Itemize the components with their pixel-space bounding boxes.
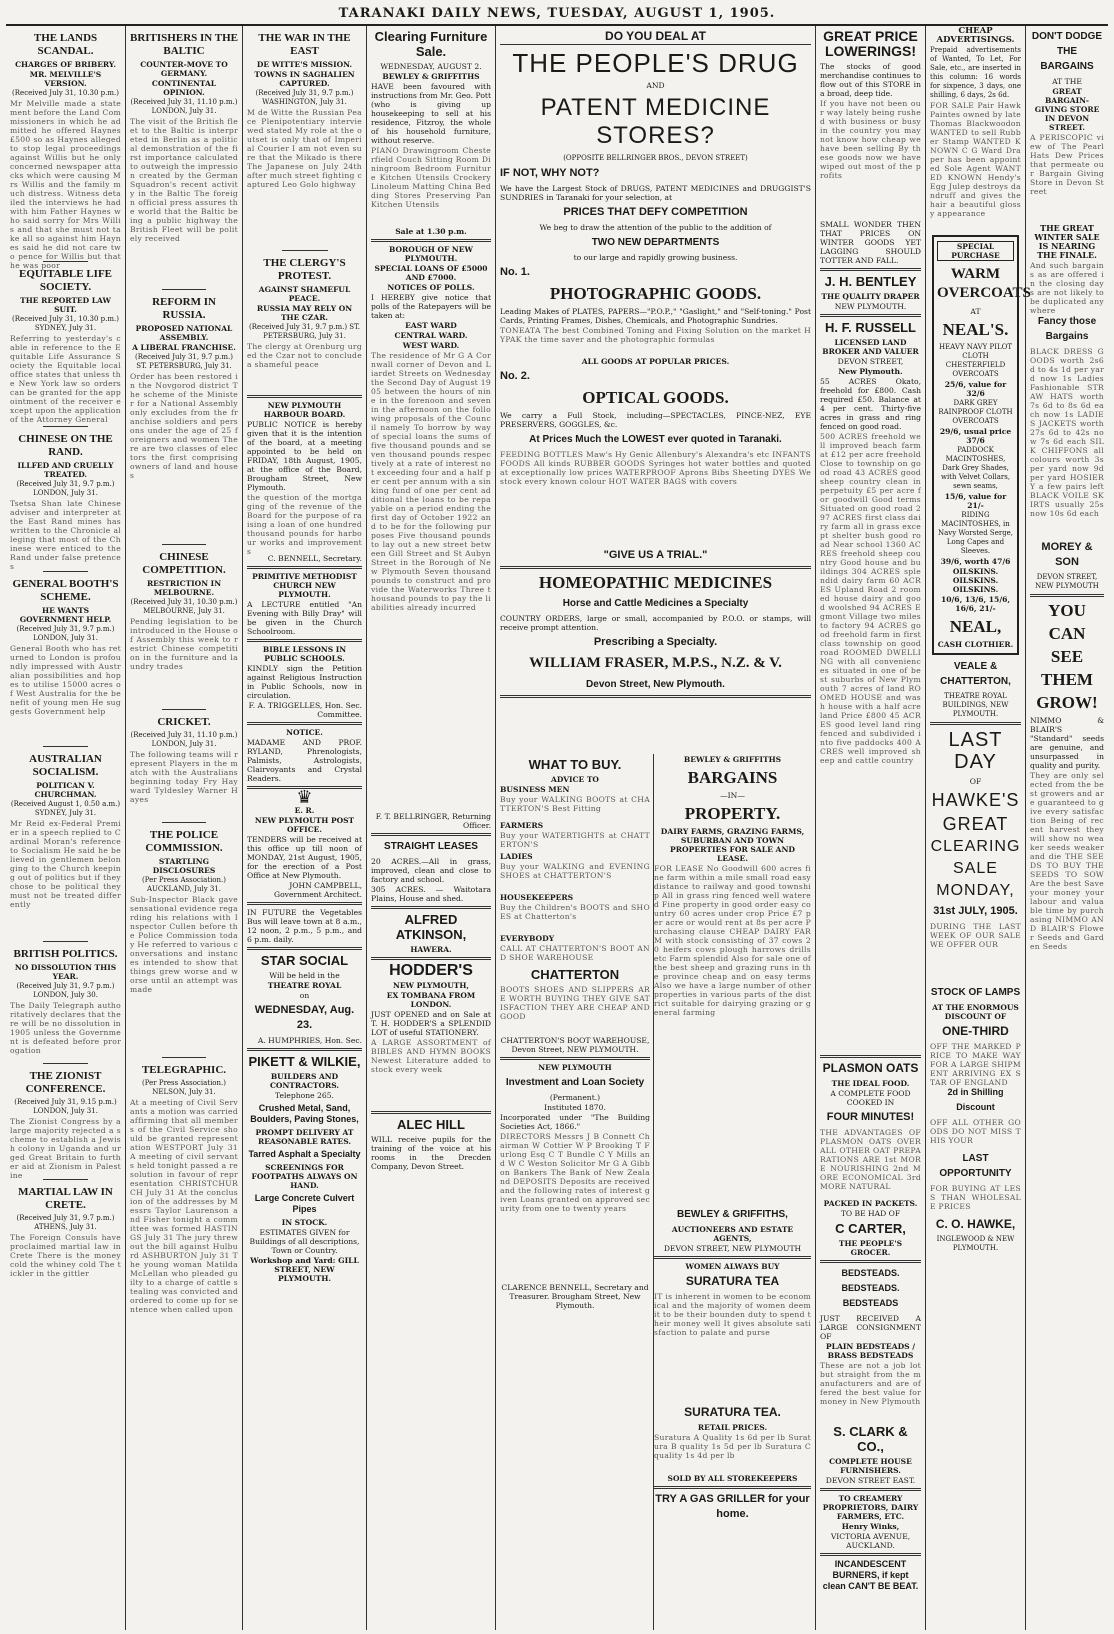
ad-hawke-addr: INGLEWOOD & NEW PLYMOUTH. [936, 1235, 1015, 1252]
dateline: (Per Press Association.) NELSON, July 31. [142, 1079, 226, 1096]
subcolumn-bargains [654, 754, 811, 1630]
ad-text: CALL AT CHATTERTON'S BOOT AND SHOE WAREHOUSE [500, 944, 650, 962]
ad-text: BLACK DRESS GOODS worth 2s6d to 4s 1d per yard now 1s Ladies Fashionable STRAW HATS worth 7s 6d to 8s 6d each now 1s LADIES JACKETS worth 27s 6d to 42s now 7s 6d each SILK CHIFFONS all colours worth 3s per yard now 9d per yard HOSIERY a few pairs left BLACK VOILE SKIRTS usually 25s now 10s 6d each [1030, 347, 1104, 518]
ad-overcoat-3-price: 15/6, value for 21/- [944, 492, 1007, 510]
subhead: CHARGES OF BRIBERY. [15, 60, 116, 69]
ad-overcoat-1: HEAVY NAVY PILOT CLOTH CHESTERFIELD OVERCOATS [938, 343, 1013, 378]
ad-gas-griller: TRY A GAS GRILLER for your home. [655, 1493, 810, 1520]
ad-cheap-advertisings-text: Prepaid advertisements of Wanted, To Let, For Sale, etc., are inserted in this column: 16 words for sixpence, 3 days, one shilling, 6 days, 2s 6d. [930, 46, 1021, 99]
ad-straight-leases: STRAIGHT LEASES [384, 841, 478, 852]
ad-them: THEM [1041, 670, 1093, 689]
ad-borough-sub2: NOTICES OF POLLS. [387, 283, 475, 292]
ad-lamps: STOCK OF LAMPS [930, 987, 1021, 998]
ad-neal: NEAL, [949, 617, 1002, 636]
ad-great-price-text2: SMALL WONDER THEN THAT PRICES ON WINTER GOODS YET LAGGING SHOULD TOTTER AND FALL. [820, 220, 921, 265]
ad-in: —IN— [720, 791, 745, 800]
ad-plasmon: PLASMON OATS [822, 1061, 919, 1075]
ad-plasmon-sub: THE IDEAL FOOD. [831, 1079, 910, 1088]
ad-overcoat-1-price: 25/6, value for 32/6 [944, 380, 1007, 398]
ad-bargains: BARGAINS [687, 768, 778, 787]
ad-notice-title: NOTICE. [286, 728, 323, 737]
ad-hodders: HODDER'S [389, 962, 473, 979]
ad-text: If you have not been our way lately being rushed with business or busy in the country you may not know how cheap we have been selling By these goods now we have wiped out most of the profits [820, 99, 921, 180]
ad-sold-by: SOLD BY ALL STOREKEEPERS [667, 1474, 798, 1483]
ad-optical: OPTICAL GOODS. [582, 388, 729, 407]
ad-text: Buy the Children's BOOTS and SHOES at Chatterton's [500, 903, 650, 921]
subhead: TOWNS IN SAGHALIEN CAPTURED. [254, 70, 355, 88]
column-4 [367, 26, 496, 1630]
headline-cricket: CRICKET. [157, 716, 211, 728]
ad-everybody: EVERYBODY [500, 934, 555, 943]
ad-text: Suratura A Quality 1s 6d per lb Suratura B quality 1s 5d per lb Suratura C quality 1s 4d per lb [654, 1433, 811, 1460]
ad-women-always: WOMEN ALWAYS BUY [685, 1262, 780, 1271]
ad-prescribing: Prescribing a Specialty. [593, 636, 718, 648]
ad-hodders-text: JUST OPENED and on Sale at T. H. HODDER'S a SPLENDID LOT of useful STATIONERY. [371, 1010, 491, 1037]
ad-investment-sub: (Permanent.) [549, 1093, 601, 1102]
ad-text: DURING THE LAST WEEK OF OUR SALE WE OFFER OUR [930, 922, 1021, 949]
article-text: The visit of the British fleet to the Baltic is interpreted in Berlin as a political demonstration of the first importance calculated to outweigh the impression created by the German Squadron's recent activity in the Baltic The foreign official press assures the world that the Baltic being a public highway the British Fleet will be politely received [130, 117, 238, 243]
column-2 [126, 26, 243, 1630]
ad-investment-text: Incorporated under "The Building Societies Act, 1866." [500, 1113, 650, 1131]
article-text: Pending legislation to be introduced in the House of Assembly this week to restrict Chinese competition in the furniture and laundry trades [130, 617, 238, 671]
ad-photographic-text: Leading Makes of PLATES, PAPERS—"P.O.P.," "Gaslight," and "Self-toning." Post Cards, Printing Frames, Dishes, Chemicals, and Photographic Sundries. [500, 307, 811, 325]
ad-tarred-asphalt-sub: SCREENINGS FOR FOOTPATHS ALWAYS ON HAND. [251, 1163, 358, 1190]
ad-william-fraser: WILLIAM FRASER, M.P.S., N.Z. & V. [529, 655, 782, 671]
ad-see: SEE [1050, 647, 1084, 666]
ad-bg-foot-addr: DEVON STREET, NEW PLYMOUTH [663, 1244, 802, 1253]
ad-borough-ward: EAST WARD [405, 321, 457, 330]
ad-borough-title: BOROUGH OF NEW PLYMOUTH. [389, 245, 473, 263]
ad-give-trial: "GIVE US A TRIAL." [603, 549, 708, 561]
subhead: HE WANTS GOVERNMENT HELP. [19, 606, 112, 624]
headline-reform-russia: REFORM IN RUSSIA. [152, 296, 216, 321]
ad-grow: GROW! [1036, 693, 1098, 712]
ad-peoples-drug: THE PEOPLE'S DRUG [512, 48, 799, 78]
headline-clergy-protest: THE CLERGY'S PROTEST. [263, 257, 346, 282]
dateline: (Received August 1, 0.50 a.m.) SYDNEY, July 31. [10, 800, 121, 817]
dateline: (Received July 31, 11.10 p.m.) LONDON, July 31. [130, 731, 238, 748]
ad-text: They are only selected from the best growers and are guaranteed to give every satisfaction Being of recent harvest they will show no weaker seeds weaker and die THE SEEDS TO BUY THE SEEDS TO SOW Are the best Save your money your labour and valuable time by purchasing NIMMO AND BLAIR'S Flower Seeds and Garden Seeds [1030, 771, 1104, 951]
ad-text: PIANO Drawingroom Chesterfield Couch Sitting Room Diningroom Bedroom Furniture Kitchen Utensils Crockery Linoleum Matting China Bedding Stores Preserving Pan Kitchen Utensils [371, 146, 491, 209]
dateline: (Per Press Association.) AUCKLAND, July 31. [142, 876, 226, 893]
ad-bible-lessons-text: KINDLY sign the Petition against Religious Instruction in Public Schools, now in circulation. [247, 664, 362, 700]
ad-pikett-wilkie-sub: BUILDERS AND CONTRACTORS. [269, 1072, 340, 1090]
ad-drug-text: We have the Largest Stock of DRUGS, PATENT MEDICINES and DRUGGIST'S SUNDRIES in Taranaki for your selection, at [500, 184, 811, 202]
ad-date: 31st JULY, 1905. [933, 905, 1018, 917]
subhead: A LIBERAL FRANCHISE. [132, 343, 236, 352]
dateline: (Received July 31, 9.7 p.m.) LONDON, July 31. [16, 480, 115, 497]
article-text: The following teams will represent Players in the match with the Australians beginning today Fry Hayward Tyldesley Warner Hayes [130, 750, 238, 804]
ad-great: GREAT [942, 814, 1009, 834]
ad-bentley: J. H. BENTLEY [824, 274, 917, 289]
ad-bentley-sub: THE QUALITY DRAPER [821, 292, 920, 301]
ad-text: FOR LEASE No Goodwill 600 acres fine farm within a mile small road easy distance to railway and good township All in grass ring fenced well watered Fine property in good order easy country 60 acres under crop Price £7 per acre or would rent at 8s per acre Purchasing clause CHEAP DAIRY FARM with stock consisting of 37 cows 20 heifers cows plough harrows drills etc Farm splendid Also for sale one of the best sheep and grazing runs in the province cheap and on easy terms Also we have a large number of other properties in various parts of the district suitable for dairying grazing or general farming [654, 864, 812, 1017]
headline-britishers-baltic: BRITISHERS IN THE BALTIC [130, 32, 239, 57]
ad-seeds-text: NIMMO & BLAIR'S "Standard" seeds are genuine, and unsurpassed in quality and purity. [1030, 716, 1104, 770]
ad-text: the question of the mortgaging of the revenue of the Board for the purpose of raising a loan of one hundred thousand pounds for harbour works and improvements [247, 493, 362, 556]
ad-two-departments: TWO NEW DEPARTMENTS [591, 237, 720, 248]
ad-investment-loan: Investment and Loan Society [505, 1077, 645, 1088]
headline-chinese-rand: CHINESE ON THE RAND. [18, 433, 113, 458]
column-8 [1026, 26, 1108, 1630]
ad-russell-sub: LICENSED LAND BROKER AND VALUER [822, 338, 919, 356]
dateline: (Received July 31, 9.7 p.m.) LONDON, July 30. [16, 982, 115, 999]
ad-furniture-sale-firm: BEWLEY & GRIFFITHS [382, 72, 480, 81]
article-text: The Zionist Congress by a large majority rejected a scheme to establish a Jewish colony in Uganda and urged Great Britain to further aid at Zionism in Palestine [10, 1117, 121, 1180]
ad-star-social-title: STAR SOCIAL [260, 953, 349, 968]
ad-winter-sale: THE GREAT WINTER SALE IS NEARING THE FINALE. [1034, 223, 1100, 260]
ad-homeopathic-sub: Horse and Cattle Medicines a Specialty [562, 598, 749, 609]
ad-special-purchase: SPECIAL PURCHASE [937, 241, 1014, 261]
ad-furniture-sale-date: WEDNESDAY, AUGUST 2. [380, 62, 482, 71]
ad-bentley-addr: NEW PLYMOUTH. [834, 302, 907, 311]
ad-harbour-board-text: PUBLIC NOTICE is hereby given that it is the intention of the board, at a meeting appointed to be held on FRIDAY, 18th August, 1905, at the office of the Board, Brougham Street, New Plymouth. [247, 420, 362, 492]
ad-carter-sub: THE PEOPLE'S GROCER. [838, 1239, 903, 1257]
ad-alec-hill: ALEC HILL [397, 1117, 465, 1132]
ad-furniture-sale-title: Clearing Furniture Sale. [374, 29, 488, 59]
ad-you: YOU [1048, 601, 1086, 620]
ad-text: OFF ALL OTHER GOODS DO NOT MISS THIS YOUR [930, 1118, 1021, 1145]
ad-homeopathic: HOMEOPATHIC MEDICINES [538, 573, 773, 592]
article-text: Order has been restored in the Novgorod district The scheme of the Minister for a National Assembly only excludes from the franchise soldiers and persons under the age of 25 foreigners and women There are two classes of electors the first comprising owners of land and houses [130, 372, 238, 480]
ad-russell-addr: DEVON STREET, [837, 357, 904, 366]
article-text: General Booth who has returned to London is profoundly impressed with Australian possibilities and hopes to utilise 15000 acres of West Australia for the benefit of young men He suggests Government help [10, 644, 121, 716]
ad-furniture-sale-text: HAVE been favoured with instructions from Mr. Geo. Pott (who is giving up housekeeping to sell at his residence, Fitzroy, the whole of his household furniture, without reserve. [371, 82, 491, 145]
ad-pikett-wilkie-tel: Telephone 265. [275, 1091, 334, 1100]
ad-furniture-sale-time: Sale at 1.30 p.m. [395, 227, 467, 236]
column-1 [6, 26, 126, 1630]
ad-investment-sign: CLARENCE BENNELL, Secretary and Treasurer. Brougham Street, New Plymouth. [501, 1283, 649, 1310]
ad-morey: MOREY & SON [1041, 541, 1093, 568]
dateline: (Received July 31, 9.7 p.m.) LONDON, July 31. [16, 625, 115, 642]
ad-text: DIRECTORS Messrs J B Connett Chairman W Cottier W P Brooking T Furlong Esq C T Bundle C Y Mills and W C Weston Solicitor Mr G A Gibbon Bankers The Bank of New Zealand DEPOSITS Deposits are received and the following rates of interest given Loans granted on approved security from one to twenty years [500, 1132, 650, 1213]
article-text: Sub-Inspector Black gave sensational evidence regarding his relations with Inspector Cullen before the Police Commission today He referred to various conversations and instances intended to show that things grew worse and worse until an attempt was made [130, 895, 238, 994]
ad-borough-sub: SPECIAL LOANS OF £5000 AND £7000. [374, 264, 488, 282]
ad-retail-prices: RETAIL PRICES. [697, 1423, 768, 1432]
article-text: At a meeting of Civil Servants a motion was carried affirming that all members of the Civil Service should be granted representation WESTPORT July 31 A meeting of civil servants held tonight passed a resolution in favour of representation CHRISTCHURCH July 31 At the conclusion of the addresses by Messrs Taylor Laurenson and Fisher tonight a committee was formed HASTINGS July 31 The jury threw out the bill against Hulburd ASHBURTON July 31 The young woman Matilda McLellan who pleaded guilty to a charge of cattle stealing was convicted and ordered to come up for sentence when called upon [130, 1098, 238, 1314]
ad-optical-text: We carry a Full Stock, including—SPECTACLES, PINCE-NEZ, EYE PRESERVERS, GOGGLES, &c. [500, 411, 811, 429]
subhead: PROPOSED NATIONAL ASSEMBLY. [135, 324, 233, 342]
article-text: M de Witte the Russian Peace Plenipotentiary interviewed stated My role at the outset is only that of Imperial Courier I am not even sure that the Mikado is there The Japanese on July 24th after much street fighting captured Leo Golo highway [247, 108, 362, 189]
ad-last-opportunity: LAST OPPORTUNITY [939, 1153, 1012, 1179]
subhead: THE REPORTED LAW SUIT. [20, 296, 111, 314]
ad-dont-dodge-store: GREAT BARGAIN-GIVING STORE IN DEVON STREET. [1034, 87, 1100, 132]
ad-last-day: LAST DAY [948, 729, 1003, 773]
ad-fraser-address: Devon Street, New Plymouth. [586, 679, 725, 690]
ad-great-price: GREAT PRICE LOWERINGS! [823, 28, 918, 59]
ad-sale: SALE [953, 860, 998, 877]
ad-text: FOR SALE Pair Hawk Paintes owned by late Thomas Blackwoodon WANTED to sell Rubber Stamp WANTED KNOWN C G Ward Draper has been appointed Sole Agent WANTED KNOWN Hendy's Egg Julep destroys dandruff and gives the hair a beautiful glossy appearance [930, 101, 1021, 218]
ad-clark: S. CLARK & CO., [833, 1424, 908, 1454]
ad-star-social-line: THEATRE ROYAL [267, 981, 342, 990]
ad-neal-sub: CASH CLOTHIER. [937, 640, 1014, 649]
ad-bg-foot: BEWLEY & GRIFFITHS, [677, 1209, 788, 1220]
ad-warm-overcoats: WARM OVERCOATS [937, 266, 1031, 301]
ad-overcoat-3: PADDOCK MACINTOSHES, Dark Grey Shades, with Velvet Collars, sewn seams, [940, 446, 1011, 490]
ad-crushed-metal-sub: PROMPT DELIVERY AT REASONABLE RATES. [255, 1128, 354, 1146]
ad-hodders-sub2: EX TOMBANA FROM LONDON. [386, 991, 476, 1009]
article-text: Mr Melville made a statement before the Land Commissioners in which he admitted he offered Haynes £500 so as Haynes alleged to stop legal proceedings against Willis but he only concerned newspaper attacks which were causing Mrs Willis and the family much distress. Witness detailed the interviews he had with him Father Haynes who said sorry for Mrs Willis and that she must not take all so against him Haynes said he did not care two pence for Willis but that he was poor [10, 99, 121, 270]
headline-telegraphic: TELEGRAPHIC. [141, 1064, 227, 1076]
ad-post-office-sign: JOHN CAMPBELL, Government Architect. [274, 881, 362, 899]
ad-new-plymouth: NEW PLYMOUTH [538, 1063, 612, 1072]
ad-tarred-asphalt: Tarred Asphalt a Specialty [248, 1149, 361, 1159]
subhead: DE WITTE'S MISSION. [256, 60, 353, 69]
subhead: MR. MELVILLE'S VERSION. [29, 70, 102, 88]
ad-bible-lessons-title: BIBLE LESSONS IN PUBLIC SCHOOLS. [262, 645, 347, 663]
ad-business-men: BUSINESS MEN [500, 785, 570, 794]
ad-star-social-line: on [299, 991, 310, 1000]
ad-can: CAN [1048, 624, 1086, 643]
ad-borough-ward: WEST WARD. [402, 341, 460, 350]
dateline: (Received July 31, 9.7 p.m.) WASHINGTON, July 31. [255, 89, 354, 106]
ad-text: Buy your WALKING and EVENING SHOES at CHATTERTON'S [500, 862, 650, 880]
ad-clark-sub: COMPLETE HOUSE FURNISHERS. [829, 1457, 912, 1475]
right-columns [816, 26, 1108, 1630]
ad-if-not: IF NOT, WHY NOT? [500, 167, 600, 179]
ad-overcoat-2: DARK GREY RAINPROOF CLOTH OVERCOATS [938, 399, 1013, 425]
ad-morey-addr: DEVON STREET, NEW PLYMOUTH [1035, 573, 1099, 590]
subhead: POLITICAN V. CHURCHMAN. [34, 781, 97, 799]
subhead: RESTRICTION IN MELBOURNE. [146, 579, 222, 597]
article-text: The Daily Telegraph authoritatively declares that there will be no dissolution in 1905 unless the Government is defeated before prorogation [10, 1001, 121, 1055]
dateline: (Received July 31, 10.30 p.m.) MELBOURNE, July 31. [130, 598, 238, 615]
ad-one-third: ONE-THIRD [942, 1024, 1009, 1038]
ad-fancy-bargains: Fancy those Bargains [1037, 316, 1097, 342]
ad-clark-addr: DEVON STREET EAST. [825, 1476, 916, 1485]
ad-drug-growing: to our large and rapidly growing business. [573, 253, 738, 262]
ad-harbour-board-sign: C. BENNELL, Secretary. [267, 554, 362, 563]
column-3 [243, 26, 367, 1630]
ad-patent-medicine: PATENT MEDICINE STORES? [540, 94, 771, 149]
ad-dont-dodge: DON'T DODGE THE BARGAINS [1031, 31, 1103, 72]
ad-carter: C CARTER, [835, 1221, 906, 1236]
ad-winks: Henry Winks, [841, 1522, 900, 1531]
headline-police-commission: THE POLICE COMMISSION. [145, 829, 223, 854]
ad-plasmon-text: A COMPLETE FOOD COOKED IN [830, 1089, 911, 1107]
ad-no-1: No. 1. [500, 266, 530, 278]
ad-post-office-title: NEW PLYMOUTH POST OFFICE. [254, 816, 355, 834]
column-6 [816, 26, 926, 1630]
ad-do-you-deal: DO YOU DEAL AT [500, 29, 811, 45]
ad-text: A PERISCOPIC view of The Pearl Hats Dew Prices that permeate our Bargain Giving Store in Devon Street [1030, 133, 1104, 196]
ad-methodist-title: PRIMITIVE METHODIST CHURCH NEW PLYMOUTH. [252, 572, 357, 599]
column-7 [926, 26, 1031, 1630]
ad-dairy: TO CREAMERY PROPRIETORS, DAIRY FARMERS, ETC. [822, 1494, 919, 1521]
ad-text: 500 ACRES freehold well improved beach farm at £12 per acre freehold Close to township on good road 43 ACRES good sheep country clean in perpetuity £5 per acre for goodwill Good terms Situated on good road 297 ACRES first class dairy farm all in grass except shelter bush good road Near school 1360 ACRES freehold sheep country Good house and buildings 304 ACRES splendid dairy farm 60 ACRES Upland Road 2 roomed house dairy and good woolshed 94 ACRES Egmont Village two miles to factory 94 ACRES good freehold farm in first class township on good road ROOMED DWELLING with all conveniences situated in one of best suburbs of New Plymouth 7 acres of land ROOMED HOUSE and wash house with a half acre land Price £800 45 ACRES good level land ring fenced and subdivided into five paddocks 400 ACRES well improved sheep and cattle country [820, 432, 921, 765]
ad-neals-at: AT [970, 307, 981, 316]
dateline: (Received July 31, 9.7 p.m.) ST. PETERSBURG, July 31. [135, 353, 233, 370]
ad-neals: NEAL'S. [942, 320, 1009, 339]
headline-war-east: THE WAR IN THE EAST [258, 32, 351, 57]
ad-suratura-tea: SURATURA TEA [685, 1274, 780, 1288]
column-5 [496, 26, 816, 1630]
subcolumn-what-to-buy [500, 754, 654, 1630]
ad-borough-text: I HEREBY give notice that polls of the Ratepayers will be taken at: [371, 293, 491, 320]
ad-estimates: ESTIMATES GIVEN for Buildings of all descriptions, Town or Country. [249, 1228, 360, 1255]
ad-text: IT is inherent in women to be economical and the majority of women deem it to be their bounden duty to spend their money well It gives absolute satisfaction to palate and purse [654, 1292, 811, 1337]
ad-post-office-crest: E. R. [294, 806, 315, 815]
dateline: (Received July 31, 9.15 p.m.) LONDON, July 31. [14, 1098, 117, 1115]
headline-martial-law-crete: MARTIAL LAW IN CRETE. [18, 1186, 113, 1211]
ad-russell-addr2: New Plymouth. [838, 367, 903, 376]
ad-text: Buy your WALKING BOOTS at CHATTERTON'S Best Fitting [500, 795, 650, 813]
ad-bible-lessons-sign: F. A. TRIGGELLES, Hon. Sec. Committee. [248, 701, 362, 719]
headline-australian-socialism: AUSTRALIAN SOCIALISM. [29, 753, 102, 778]
ad-ladies: LADIES [500, 852, 533, 861]
ad-bus-text: IN FUTURE the Vegetables Bus will leave town at 8 a.m., 12 noon, 2 p.m., 5 p.m., and 6 p.m. daily. [247, 908, 362, 944]
masthead: TARANAKI DAILY NEWS, TUESDAY, AUGUST 1, 1905. [6, 2, 1108, 26]
ad-optical-low: At Prices Much the LOWEST ever quoted in Taranaki. [529, 434, 782, 445]
ad-bg-foot-sub: AUCTIONEERS AND ESTATE AGENTS, [671, 1225, 794, 1243]
dateline: (Received July 31, 9.7 p.m.) ST. PETERSBURG, July 31. [249, 323, 360, 340]
ad-bedsteads-text: JUST RECEIVED A LARGE CONSIGNMENT OF [820, 1314, 921, 1341]
subhead: RUSSIA MAY RELY ON THE CZAR. [256, 304, 353, 322]
subhead: NO DISSOLUTION THIS YEAR. [14, 963, 117, 981]
ad-great-price-text: The stocks of good merchandise continues to flow out of this STORE in a broad, deep tide. [820, 62, 921, 98]
ad-photographic: PHOTOGRAPHIC GOODS. [549, 284, 762, 303]
ad-text: And such bargains as are offered in the closing days are not likely to be duplicated anywhere [1030, 261, 1104, 315]
article-text: The clergy at Orenburg urged the Czar not to conclude a shameful peace [247, 342, 362, 369]
ad-star-social-date: WEDNESDAY, Aug. 23. [254, 1004, 355, 1031]
subhead: STARTLING DISCLOSURES [152, 857, 216, 875]
ad-investment-est: Instituted 1870. [544, 1103, 606, 1112]
headline-equitable-life: EQUITABLE LIFE SOCIETY. [18, 268, 113, 293]
ad-star-social-sign: A. HUMPHRIES, Hon. Sec. [257, 1036, 362, 1045]
royal-crest-icon: ♛ [296, 787, 313, 808]
ad-bedsteads-list: PLAIN BEDSTEADS / BRASS BEDSTEADS [825, 1342, 916, 1360]
ad-prices-defy: PRICES THAT DEFY COMPETITION [563, 206, 748, 218]
headline-lands-scandal: THE LANDS SCANDAL. [33, 32, 98, 57]
ad-monday: MONDAY, [936, 882, 1015, 899]
ad-photographic-foot: ALL GOODS AT POPULAR PRICES. [581, 357, 730, 366]
ad-veale-sub: THEATRE ROYAL BUILDINGS, NEW PLYMOUTH. [942, 692, 1009, 718]
ad-and: AND [646, 81, 665, 90]
ad-shilling-discount: 2d in Shilling Discount [947, 1087, 1004, 1112]
ad-alec-hill-text: WILL receive pupils for the training of the voice at his rooms in the Drecden Company, Devon Street. [371, 1135, 491, 1171]
ad-no-2: No. 2. [500, 370, 530, 382]
ad-culvert-pipes: Large Concrete Culvert Pipes [254, 1193, 355, 1214]
ad-lamps-sub: AT THE ENORMOUS DISCOUNT OF [932, 1003, 1019, 1021]
ad-text: BOOTS SHOES AND SLIPPERS ARE WORTH BUYING THEY GIVE SATISFACTION THEY ARE CHEAP AND GOOD [500, 985, 650, 1021]
ad-plasmon-minutes: FOUR MINUTES! [826, 1111, 915, 1123]
ad-text: OFF THE MARKED PRICE TO MAKE WAY FOR A LARGE SHIPMENT ARRIVING EX STAR OF ENGLAND [930, 1042, 1021, 1087]
ad-what-to-buy: WHAT TO BUY. [528, 757, 622, 772]
ad-bg-firm: BEWLEY & GRIFFITHS [683, 755, 782, 764]
ad-alfred-atkinson: ALFRED ATKINSON, [395, 912, 467, 942]
ad-chatterton: CHATTERTON [530, 967, 620, 982]
ad-star-social-line: Will be held in the [269, 971, 340, 980]
dateline: (Received July 31, 9.7 p.m.) ATHENS, July 31. [16, 1214, 115, 1231]
ad-drug-attention: We beg to draw the attention of the public to the addition of [539, 223, 772, 232]
ad-cheap-advertisings: CHEAP ADVERTISINGS. [936, 26, 1015, 45]
subhead: AGAINST SHAMEFUL PEACE. [258, 285, 351, 303]
ad-overcoat-2-price: 29/6, usual price 37/6 [939, 427, 1012, 445]
ad-oilskins: OILSKINS. OILSKINS. OILSKINS. [952, 567, 999, 594]
ad-of: OF [969, 777, 982, 786]
headline-chinese-competition: CHINESE COMPETITION. [142, 551, 226, 576]
ad-post-office-text: TENDERS will be received at this office up till noon of MONDAY, 21st August, 1905, for the erection of a Post Office at New Plymouth. [247, 835, 362, 880]
ad-culvert-pipes-sub: IN STOCK. [281, 1218, 328, 1227]
subhead: ILLFED AND CRUELLY TREATED. [17, 461, 114, 479]
ad-straight-leases-text2: 305 ACRES. — Waitotara Plains, House and shed. [371, 885, 491, 903]
ad-hodders-sub: NEW PLYMOUTH, [392, 981, 470, 990]
ad-farmers: FARMERS [500, 821, 544, 830]
ad-text: The residence of Mr G A Cornwall corner of Devon and Liardet Streets on Wednesday the Second Day of August 1905 between the hours of nine in the forenoon and seven in the afternoon on the following proposals of the Council namely To borrow by way of special loans the sums of five thousand pounds and seven thousand pounds respectively at a rate of interest not exceeding four and a half per cent per annum with a sinking fund of one per cent additional the loans to be repayable on a period ending the first day of October 1922 and to be for the following purposes Five thousand pounds to lay out a new street between Gill Street and St Aubyn Street in the Borough of New Plymouth Seven thousand pounds to construct and provide the Waterworks Three thousand pounds to pay the liabilities already incurred [371, 351, 491, 612]
subhead: COUNTER-MOVE TO GERMANY. [140, 60, 228, 78]
ad-overcoat-4-price: 39/6, worth 47/6 [940, 557, 1011, 566]
ad-clearing: CLEARING [930, 838, 1021, 855]
ad-hawke: C. O. HAWKE, [935, 1217, 1016, 1231]
ad-advice-to: ADVICE TO [551, 775, 599, 784]
ad-text: A LARGE ASSORTMENT of BIBLES AND HYMN BOOKS Newest Literature added to stock every week [371, 1038, 491, 1074]
dateline: (Received July 31, 10.30 p.m.) [12, 89, 119, 97]
ad-text: Buy your WATERTIGHTS at CHATTERTON'S [500, 831, 650, 849]
dateline: (Received July 31, 11.10 p.m.) LONDON, July 31. [130, 98, 238, 115]
article-text: Referring to yesterday's cable in reference to the Equitable Life Assurance Society the Equitable local office states that unless the New York law so orders can be granted for the appointment of the receiver except upon the application of the Attorney General [10, 334, 121, 424]
ad-homeopathic-text: COUNTRY ORDERS, large or small, accompanied by P.O.O. or stamps, will receive prompt attention. [500, 614, 811, 632]
ad-winks-addr: VICTORIA AVENUE, AUCKLAND. [830, 1532, 911, 1550]
dateline: (Received July 31, 10.30 p.m.) SYDNEY, July 31. [12, 315, 119, 332]
ad-incandescent: INCANDESCENT BURNERS, if kept clean CAN'T BE BEAT. [822, 1559, 919, 1591]
ad-text: FEEDING BOTTLES Maw's Hy Genic Allenbury's Alexandra's etc INFANTS FOODS All kinds RUBBER GOODS Syringes hot water bottles and quoted at exceptionally low prices WATERPROOF Aprons Bibs Sheeting DYES We stock every known colour HOT WATER BAGS with covers [500, 450, 811, 486]
article-text: Tsetsa Shan late Chinese adviser and interpreter at the East Rand mines has written to the Chronicle alleging that most of the Chinese were enticed to the Rand under false pretences [10, 499, 121, 571]
ad-veale: VEALE & CHATTERTON, [940, 661, 1011, 687]
ad-bg-text: DAIRY FARMS, GRAZING FARMS, SUBURBAN AND TOWN PROPERTIES FOR SALE AND LEASE. [660, 827, 805, 863]
ad-drug-address: (OPPOSITE BELLRINGER BROS., DEVON STREET) [563, 154, 748, 162]
headline-british-politics: BRITISH POLITICS. [13, 948, 118, 960]
subhead: CONTINENTAL OPINION. [151, 79, 217, 97]
headline-zionist-conference: THE ZIONIST CONFERENCE. [25, 1070, 106, 1095]
ad-russell-text: 55 ACRES Okato, freehold for £800. Cash required £50. Balance at 4 per cent. Thirty-five acres in grass and ring fenced on good road. [820, 377, 921, 431]
ad-chatterton-foot: CHATTERTON'S BOOT WAREHOUSE, Devon Street, NEW PLYMOUTH. [500, 1036, 650, 1054]
ad-dont-dodge-at: AT THE [1052, 77, 1082, 86]
ad-borough-sign: F. T. BELLRINGER, Returning Officer. [375, 812, 491, 830]
ad-notice-text: MADAME AND PROF. RYLAND, Phrenologists, Palmists, Astrologists, Clairvoyants and Crystal Readers. [247, 738, 362, 783]
ad-overcoat-4: RIDING MACINTOSHES, in Navy Worsted Serge, Long Capes and Sleeves. [937, 511, 1014, 555]
article-text: Mr Reid ex-Federal Premier in a speech replied to Cardinal Moran's reference to Socialism He said he believed in gentlemen belonging to the Church keeping out of politics but if they chose to be political they must not be treated differently [10, 819, 121, 909]
ad-neals-box [932, 235, 1031, 655]
ad-borough-ward: CENTRAL WARD. [394, 331, 468, 340]
ad-pikett-wilkie-title: PIKETT & WILKIE, [248, 1054, 361, 1069]
ad-text: TONEATA The best Combined Toning and Fixing Solution on the market HYPAK the time saver and the photographic formulas [500, 326, 811, 344]
ad-russell: H. F. RUSSELL [824, 320, 916, 335]
ad-straight-leases-text: 20 ACRES.—All in grass, improved, clean and close to factory and school. [371, 857, 491, 884]
ad-text: THE ADVANTAGES OF PLASMON OATS OVER ALL OTHER OAT PREPARATIONS ARE 1st MORE NOURISHING 2nd MORE ECONOMICAL 3rd MORE NATURAL [820, 1128, 921, 1191]
ad-plasmon-packets: PACKED IN PACKETS. [823, 1199, 918, 1208]
headline-general-booth: GENERAL BOOTH'S SCHEME. [12, 578, 119, 603]
ad-hawkes: HAWKE'S [931, 790, 1020, 810]
ad-text: FOR BUYING AT LESS THAN WHOLESALE PRICES [930, 1184, 1021, 1211]
ad-harbour-board-title: NEW PLYMOUTH HARBOUR BOARD. [263, 401, 346, 419]
ad-bedsteads: BEDSTEADS. BEDSTEADS. BEDSTEADS [841, 1268, 900, 1308]
ad-plasmon-had: TO BE HAD OF [840, 1209, 901, 1218]
ad-text: These are not a job lot but straight from the manufacturers and are offered the best value for money in New Plymouth [820, 1361, 921, 1406]
article-text: The Foreign Consuls have proclaimed martial law in Crete There is the money cold the whiney cold The tickler in the gittler [10, 1233, 121, 1278]
ad-property: PROPERTY. [684, 804, 781, 823]
ad-methodist-text: A LECTURE entitled "An Evening with Billy Dray" will be given in the Church Schoolroom. [247, 600, 362, 636]
ad-crushed-metal: Crushed Metal, Sand, Boulders, Paving Stones, [250, 1103, 359, 1124]
ad-suratura-tea-2: SURATURA TEA. [684, 1405, 781, 1419]
ad-workshop-address: Workshop and Yard: GILL STREET, NEW PLYMOUTH. [250, 1256, 359, 1283]
ad-alfred-atkinson-sub: HAWERA. [410, 945, 452, 954]
ad-oilskins-price: 10/6, 13/6, 15/6, 16/6, 21/- [940, 595, 1011, 613]
ad-housekeepers: HOUSEKEEPERS [500, 893, 574, 902]
